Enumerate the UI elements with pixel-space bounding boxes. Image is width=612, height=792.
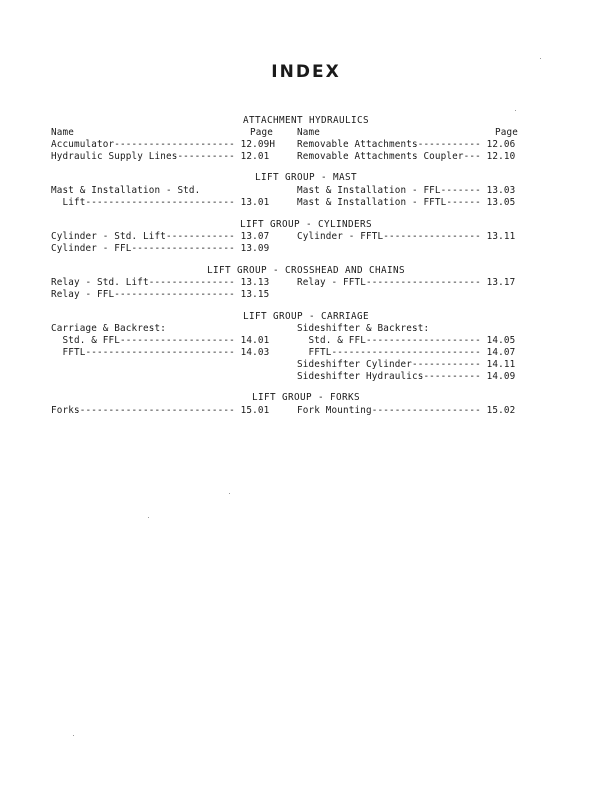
index-entry: Accumulator--------------------- 12.09H — [51, 139, 276, 150]
index-entry: Mast & Installation - Std. — [51, 185, 201, 196]
scan-speck — [148, 517, 149, 518]
column-header-name-right: Name — [297, 127, 320, 138]
index-entry: Sideshifter Hydraulics---------- 14.09 — [297, 371, 516, 382]
scan-speck — [73, 735, 74, 736]
index-entry: Carriage & Backrest: — [51, 323, 166, 334]
column-header-page-right: Page — [495, 127, 518, 138]
section-heading-forks: LIFT GROUP - FORKS — [252, 392, 360, 403]
index-entry: Cylinder - FFL------------------ 13.09 — [51, 243, 270, 254]
scan-speck — [229, 493, 230, 494]
section-heading-cylinders: LIFT GROUP - CYLINDERS — [240, 219, 372, 230]
index-entry: Fork Mounting------------------- 15.02 — [297, 405, 516, 416]
index-entry: Hydraulic Supply Lines---------- 12.01 — [51, 151, 270, 162]
index-entry: Mast & Installation - FFL------- 13.03 — [297, 185, 516, 196]
index-entry: Std. & FFL-------------------- 14.05 — [297, 335, 516, 346]
index-entry: Removable Attachments----------- 12.06 — [297, 139, 516, 150]
column-header-name-left: Name — [51, 127, 74, 138]
index-entry: Sideshifter & Backrest: — [297, 323, 430, 334]
scan-speck — [515, 110, 516, 111]
scan-speck — [540, 58, 541, 59]
section-heading-carriage: LIFT GROUP - CARRIAGE — [243, 311, 369, 322]
index-entry: Removable Attachments Coupler--- 12.10 — [297, 151, 516, 162]
index-entry: Sideshifter Cylinder------------ 14.11 — [297, 359, 516, 370]
index-entry: Relay - FFL--------------------- 13.15 — [51, 289, 270, 300]
section-heading-attachment-hydraulics: ATTACHMENT HYDRAULICS — [243, 115, 369, 126]
index-entry: Lift-------------------------- 13.01 — [51, 197, 270, 208]
index-entry: Relay - Std. Lift--------------- 13.13 — [51, 277, 270, 288]
section-heading-mast: LIFT GROUP - MAST — [255, 172, 357, 183]
index-entry: Mast & Installation - FFTL------ 13.05 — [297, 197, 516, 208]
index-entry: Std. & FFL-------------------- 14.01 — [51, 335, 270, 346]
section-heading-crosshead: LIFT GROUP - CROSSHEAD AND CHAINS — [207, 265, 405, 276]
index-entry: FFTL-------------------------- 14.03 — [51, 347, 270, 358]
index-entry: Cylinder - FFTL----------------- 13.11 — [297, 231, 516, 242]
index-entry: Forks--------------------------- 15.01 — [51, 405, 270, 416]
column-header-page-left: Page — [250, 127, 273, 138]
index-entry: Cylinder - Std. Lift------------ 13.07 — [51, 231, 270, 242]
index-entry: FFTL-------------------------- 14.07 — [297, 347, 516, 358]
page-title: INDEX — [271, 62, 341, 82]
index-entry: Relay - FFTL-------------------- 13.17 — [297, 277, 516, 288]
